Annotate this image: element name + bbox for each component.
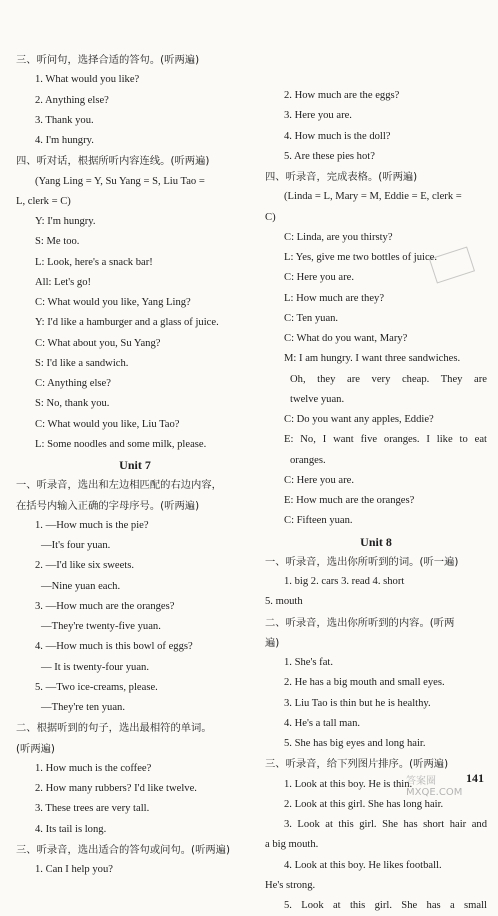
text-line: 2. Look at this girl. She has long hair.	[284, 798, 444, 810]
text-line: Y: I'm hungry.	[35, 216, 96, 227]
text-line: 5. mouth	[265, 596, 303, 608]
text-line: 2. He has a big mouth and small eyes.	[284, 677, 445, 689]
text-line: 1. Can I help you?	[35, 864, 113, 875]
text-line: 二、根据听到的句子，选出最相符的单词。	[16, 722, 212, 735]
text-line: 5. —Two ice-creams, please.	[35, 681, 158, 693]
text-line: 三、听录音，给下列图片排序。(听两遍)	[265, 758, 449, 771]
text-line: 3. Thank you.	[35, 114, 94, 126]
text-line: S: I'd like a sandwich.	[35, 357, 129, 369]
text-line: 4. Look at this boy. He likes football.	[284, 859, 442, 871]
text-line: 1. —How much is the pie?	[35, 519, 149, 531]
text-line: 5. Look at this girl. She has a small	[284, 900, 487, 911]
text-line: C)	[265, 211, 276, 223]
text-line: All: Let's go!	[35, 276, 92, 288]
text-line: 1. Look at this boy. He is thin.	[284, 778, 413, 790]
text-line: (Linda = L, Mary = M, Eddie = E, clerk =	[284, 191, 462, 203]
text-line: C: Here you are.	[284, 272, 355, 284]
text-line: 3. —How much are the oranges?	[35, 600, 175, 612]
text-line: —They're ten yuan.	[41, 702, 125, 713]
text-line: 2. —I'd like six sweets.	[35, 560, 135, 572]
text-line: —Nine yuan each.	[41, 580, 121, 592]
text-line: 遍)	[265, 636, 280, 649]
text-line: C: Here you are.	[284, 474, 355, 486]
text-line: 5. She has big eyes and long hair.	[284, 738, 426, 749]
text-line: 3. These trees are very tall.	[35, 803, 150, 815]
text-line: 四、听对话，根据所听内容连线。(听两遍)	[16, 155, 210, 168]
text-line: L: How much are they?	[284, 292, 385, 304]
text-line: L: Some noodles and some milk, please.	[35, 438, 207, 450]
text-line: C: What about you, Su Yang?	[35, 337, 161, 349]
text-line: 2. How much are the eggs?	[284, 90, 400, 101]
text-line: twelve yuan.	[290, 393, 345, 405]
text-line: 二、听录音，选出你所听到的内容。(听两	[265, 616, 455, 629]
text-line: C: What would you like, Liu Tao?	[35, 418, 180, 430]
text-line: 1. What would you like?	[35, 74, 140, 86]
unit-title: Unit 8	[360, 534, 392, 549]
text-line: 三、听录音，选出适合的答句或问句。(听两遍)	[16, 843, 230, 856]
text-line: 4. Its tail is long.	[35, 823, 107, 835]
text-line: —They're twenty-five yuan.	[41, 621, 161, 632]
text-line: C: Do you want any apples, Eddie?	[284, 414, 434, 425]
text-line: Y: I'd like a hamburger and a glass of juice.	[35, 317, 219, 329]
text-line: 在括号内输入正确的字母序号。(听两遍)	[16, 499, 200, 512]
watermark	[406, 772, 492, 796]
text-line: Oh, they are very cheap. They are	[290, 373, 487, 385]
text-line: —It's four yuan.	[41, 540, 111, 551]
text-line: 一、听录音，选出你所听到的词。(听一遍)	[265, 555, 459, 568]
text-line: C: What would you like, Yang Ling?	[35, 297, 191, 308]
text-line: 4. —How much is this bowl of eggs?	[35, 641, 193, 653]
text-line: 三、听问句，选择合适的答句。(听两遍)	[16, 54, 200, 66]
text-line: L, clerk = C)	[16, 195, 71, 207]
text-line: 四、听录音，完成表格。(听两遍)	[265, 171, 418, 183]
text-line: S: Me too.	[35, 236, 80, 248]
text-line: 4. I'm hungry.	[35, 135, 94, 146]
text-line: 2. How many rubbers? I'd like twelve.	[35, 783, 197, 794]
text-line: M: I am hungry. I want three sandwiches.	[284, 353, 461, 365]
text-line: He's strong.	[265, 879, 316, 891]
text-line: C: Ten yuan.	[284, 312, 339, 324]
text-line: E: How much are the oranges?	[284, 495, 415, 506]
text-line: 2. Anything else?	[35, 94, 109, 106]
text-line: 3. Look at this girl. She has short hair and	[284, 819, 487, 830]
text-line: E: No, I want five oranges. I like to eat	[284, 434, 487, 446]
text-line: (听两遍)	[16, 742, 55, 755]
left-column	[16, 50, 254, 880]
text-line: L: Yes, give me two bottles of juice.	[284, 252, 438, 263]
text-line: (Yang Ling = Y, Su Yang = S, Liu Tao =	[35, 175, 205, 187]
text-line: S: No, thank you.	[35, 398, 110, 410]
text-line: C: Anything else?	[35, 378, 111, 389]
text-line: 3. Liu Tao is thin but he is healthy.	[284, 697, 431, 709]
watermark-text: 答案圈 MXQE.COM	[406, 776, 463, 798]
text-line: C: Linda, are you thirsty?	[284, 231, 393, 243]
text-line: L: Look, here's a snack bar!	[35, 256, 153, 268]
text-line: 3. Here you are.	[284, 110, 352, 122]
page-number: 141	[466, 771, 484, 785]
unit-title: Unit 7	[119, 458, 151, 472]
text-line: 4. He's a tall man.	[284, 717, 361, 729]
text-line: — It is twenty-four yuan.	[41, 661, 149, 673]
text-line: 1. She's fat.	[284, 657, 333, 668]
text-line: 1. big 2. cars 3. read 4. short	[284, 576, 405, 587]
text-line: a big mouth.	[265, 839, 319, 851]
text-line: oranges.	[290, 454, 326, 466]
text-line: C: What do you want, Mary?	[284, 333, 408, 344]
text-line: 4. How much is the doll?	[284, 130, 391, 142]
text-line: 1. How much is the coffee?	[35, 762, 152, 774]
text-line: 5. Are these pies hot?	[284, 150, 375, 162]
text-line: C: Fifteen yuan.	[284, 515, 353, 527]
text-line: 一、听录音，选出和左边相匹配的右边内容，	[16, 479, 222, 492]
